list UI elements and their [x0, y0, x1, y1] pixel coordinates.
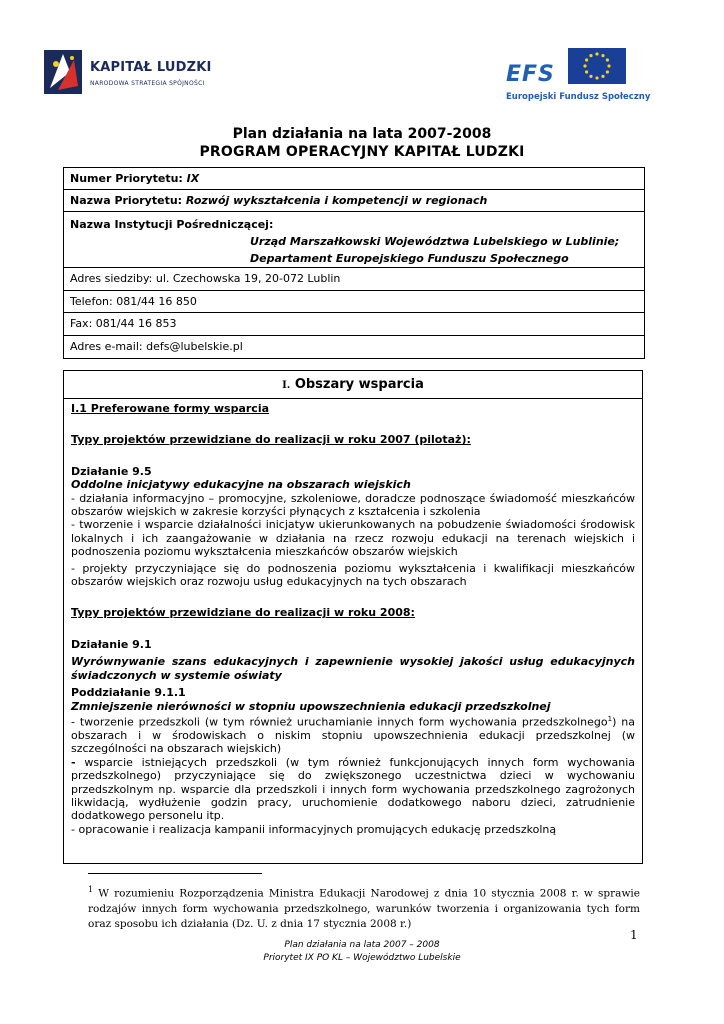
section-title: Obszary wsparcia [294, 377, 424, 392]
institution-row [64, 212, 644, 268]
footnote-reference: 1 [607, 714, 613, 723]
email-row [64, 336, 644, 358]
support-areas-table [63, 370, 643, 864]
item-dash: - [71, 755, 76, 769]
footer-line-1: Plan działania na lata 2007 – 2008 [284, 940, 440, 950]
types-2008-heading: Typy projektów przewidziane do realizacji w roku 2008: [71, 606, 415, 620]
footnote-separator [88, 873, 262, 874]
subaction-9-1-1-item: - opracowanie i realizacja kampanii informacyjnych promujących edukację przedszkolną [71, 822, 557, 836]
fax-text: Fax: 081/44 16 853 [70, 317, 177, 330]
address-row [64, 268, 644, 291]
institution-line-2: Departament Europejskiego Funduszu Społecznego [250, 252, 569, 265]
footnote-mark: 1 [88, 885, 94, 894]
action-9-1-label: Działanie 9.1 [71, 637, 152, 651]
footnote-text: W rozumieniu Rozporządzenia Ministra Edukacji Narodowej z dnia 10 stycznia 2008 r. w sprawie rodzajów innych form wychowania przedszkolnego, warunków tworzenia i organizowania tych form oraz sposobu ich działania (Dz. U. z dnia 17 stycznia 2008 r.) [88, 887, 640, 930]
fax-row [64, 313, 644, 336]
kapital-ludzki-logo [44, 48, 212, 98]
page-number: 1 [630, 928, 638, 942]
item-text: ) na obszarach i w środowiskach o niskim stopniu upowszechnienia edukacji przedszkolnej (w szczególności na obszarach wiejskich) [71, 715, 635, 756]
priority-number-row [64, 168, 644, 190]
priority-name-value: Rozwój wykształcenia i kompetencji w regionach [185, 194, 488, 207]
phone-row [64, 291, 644, 313]
institution-line-1: Urząd Marszałkowski Województwa Lubelskiego w Lublinie; [250, 235, 620, 248]
efs-logo [500, 44, 651, 106]
action-9-5-label: Działanie 9.5 [71, 464, 152, 478]
efs-mark: EFS [506, 62, 555, 87]
eu-flag-icon [568, 48, 626, 84]
page-title: Plan działania na lata 2007-2008 [232, 126, 492, 142]
kapital-ludzki-subtitle: NARODOWA STRATEGIA SPÓJNOŚCI [90, 80, 205, 87]
institution-label: Nazwa Instytucji Pośredniczącej: [70, 218, 274, 231]
priority-number-value: IX [186, 172, 200, 185]
types-2007-heading: Typy projektów przewidziane do realizacji w roku 2007 (pilotaż): [71, 433, 471, 447]
priority-name-row [64, 190, 644, 212]
page-subtitle: PROGRAM OPERACYJNY KAPITAŁ LUDZKI [199, 144, 525, 160]
priority-name-label: Nazwa Priorytetu: [70, 194, 186, 207]
section-roman-numeral: I. [282, 380, 291, 391]
address-text: Adres siedziby: ul. Czechowska 19, 20-072 Lublin [70, 272, 341, 285]
action-9-5-item: - projekty przyczyniające się do podnoszenia poziomu wykształcenia i kwalifikacji mieszkańców obszarów wiejskich oraz rozwoju usług edukacyjnych na tych obszarach [71, 561, 635, 589]
email-text: Adres e-mail: defs@lubelskie.pl [70, 340, 243, 353]
subaction-9-1-1-title: Zmniejszenie nierówności w stopniu upowszechnienia edukacji przedszkolnej [71, 699, 551, 713]
section-heading [64, 371, 642, 399]
action-9-5-title: Oddolne inicjatywy edukacyjne na obszarach wiejskich [71, 478, 411, 492]
section-body [64, 399, 642, 836]
item-text: - tworzenie przedszkoli (w tym również uruchamianie innych form wychowania przedszkolnego [71, 715, 608, 729]
action-9-1-title: Wyrównywanie szans edukacyjnych i zapewnienie wysokiej jakości usług edukacyjnych świadczonych w systemie oświaty [71, 655, 635, 682]
action-9-5-item: - tworzenie i wsparcie działalności inicjatyw ukierunkowanych na pobudzenie świadomości środowisk lokalnych i ich zaangażowanie w działania na rzecz rozwoju edukacji na terenach wiejskich i podnoszenia poziomu wykształcenia mieszkańców obszarów wiejskich [71, 518, 635, 559]
kapital-ludzki-title: KAPITAŁ LUDZKI [90, 60, 212, 75]
item-text: wsparcie istniejących przedszkoli (w tym również funkcjonujących innych form wychowania przedszkolnego) przyczyniające się do zwiększonego uczestnictwa dzieci w wychowaniu przedszkolnym np. wsparcie dla przedszkoli i innych form wychowania przedszkolnego zagrożonych likwidacją, wydłużenie godzin pracy, uruchomienie dodatkowego naboru dzieci, zatrudnienie dodatkowego personelu itp. [71, 755, 635, 823]
subaction-9-1-1-label: Poddziałanie 9.1.1 [71, 686, 186, 700]
efs-caption: Europejski Fundusz Społeczny [506, 92, 651, 102]
subaction-9-1-1-item [71, 756, 635, 823]
info-table [63, 167, 645, 359]
priority-number-label: Numer Priorytetu: [70, 172, 187, 185]
preferred-forms-heading: I.1 Preferowane formy wsparcia [71, 402, 270, 415]
action-9-5-item: - działania informacyjno – promocyjne, szkoleniowe, doradcze podnoszące świadomość mieszkańców obszarów wiejskich w zakresie korzyści płynących z kształcenia i szkolenia [71, 491, 635, 519]
footer-line-2: Priorytet IX PO KL – Województwo Lubelskie [263, 953, 461, 963]
footnote [88, 882, 640, 932]
subaction-9-1-1-item [71, 713, 635, 756]
phone-text: Telefon: 081/44 16 850 [70, 295, 197, 308]
kapital-ludzki-emblem-icon [44, 50, 82, 94]
